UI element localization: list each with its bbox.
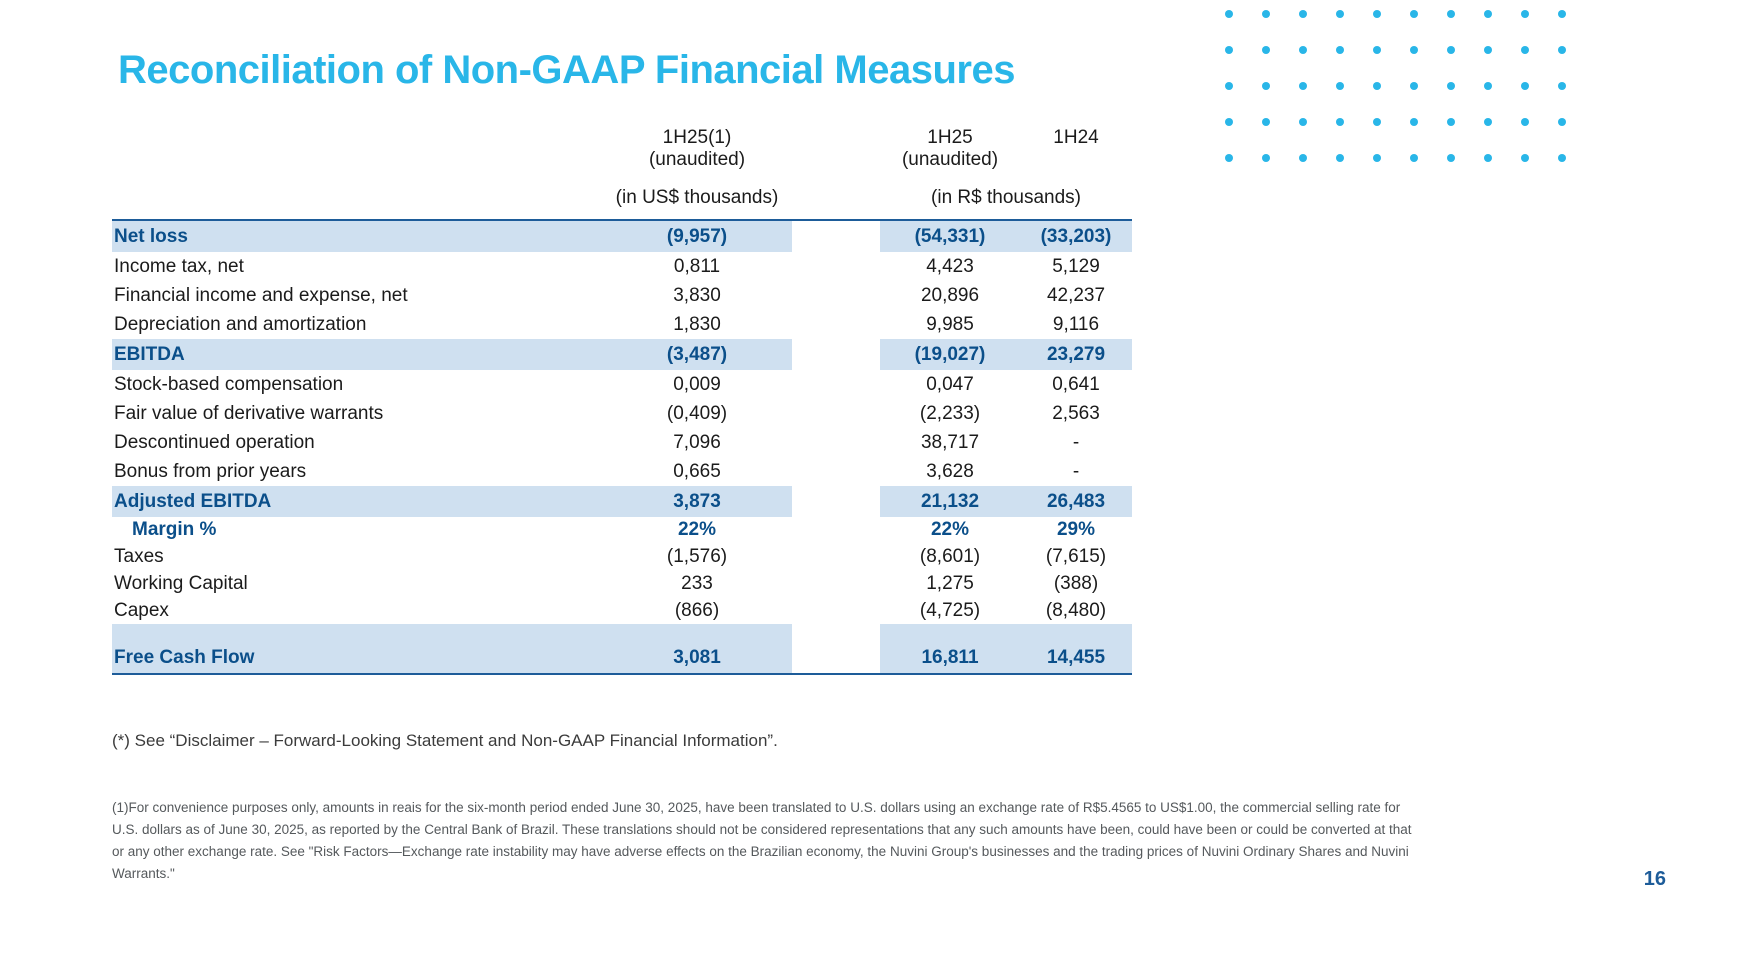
header-1h24-brl-sub [1020,149,1132,177]
row-gap-cell [792,339,880,370]
table-row [112,570,1132,597]
row-value-brl-1h24: 9,116 [1052,313,1100,335]
row-value-brl-1h25: 9,985 [926,313,974,335]
row-gap-cell [792,597,880,624]
row-value-brl-1h25: 0,047 [926,373,974,395]
footnote-exchange-rate: (1)For convenience purposes only, amounts in reais for the six-month period ended June 30, 2025, have been translated to U.S. dollars using an exchange rate of R$5.4565 to US$1.00, the commercial selling rate for U.S. dollars as of June 30, 2025, as reported by the Central Bank of Brazil. These translations should not be considered representations that any such amounts have been, could have been or could be converted at that or any other exchange rate. See "Risk Factors—Exchange rate instability may have adverse effects on the Brazilian economy, the Nuvini Group's businesses and the trading prices of Nuvini Ordinary Shares and Nuvini Warrants." [112,800,1412,881]
row-value-usd: (9,957) [602,220,792,252]
row-value-brl-1h25: 4,423 [926,255,974,277]
page-number: 16 [1643,868,1666,890]
row-label: Stock-based compensation [114,373,344,395]
table-body [112,220,1132,674]
row-value-usd: 7,096 [673,431,721,453]
table-row [112,517,1132,543]
row-value-usd: 0,811 [673,255,721,277]
decorative-dot [1225,82,1233,90]
decorative-dot [1262,10,1270,18]
decorative-dot [1225,154,1233,162]
row-gap-cell [792,310,880,339]
decorative-dot [1373,10,1381,18]
decorative-dot [1299,154,1307,162]
header-blank [112,125,602,149]
row-value-brl-1h24: - [1072,460,1080,482]
table-spacer-row [112,624,1132,642]
row-value-brl-1h24: 42,237 [1046,284,1106,306]
row-value-brl-1h25: (54,331) [880,220,1020,252]
row-value-usd: 22% [677,519,717,540]
row-label: Depreciation and amortization [114,313,367,335]
decorative-dot [1410,82,1418,90]
row-label: EBITDA [112,339,602,370]
row-value-brl-1h25: 1,275 [926,572,974,594]
table-row [112,220,1132,252]
decorative-dot [1484,10,1492,18]
table-row [112,486,1132,517]
table-head [112,125,1132,220]
decorative-dot-grid [1225,10,1625,185]
row-gap-cell [792,457,880,486]
decorative-dot [1410,46,1418,54]
header-1h25-usd-sub: (unaudited) [648,149,746,170]
decorative-dot [1299,118,1307,126]
decorative-dot [1336,10,1344,18]
row-gap-cell [792,220,880,252]
row-value-brl-1h24: - [1072,431,1080,453]
page-title: Reconciliation of Non-GAAP Financial Measures [118,48,1015,92]
header-blank-3 [112,177,602,220]
row-gap-cell [792,570,880,597]
row-label: Income tax, net [114,255,244,277]
row-gap-cell [792,370,880,399]
decorative-dot [1558,10,1566,18]
row-value-usd: 0,009 [673,373,721,395]
row-label: Financial income and expense, net [114,284,408,306]
decorative-dot [1336,46,1344,54]
row-value-usd: (1,576) [666,545,728,567]
row-label: Capex [114,599,169,621]
decorative-dot [1521,154,1529,162]
row-value-usd: (3,487) [602,339,792,370]
row-value-usd: 3,873 [602,486,792,517]
row-gap-cell [792,517,880,543]
table-row [112,281,1132,310]
spacer-gap-cell [792,624,880,642]
decorative-dot [1484,154,1492,162]
row-label: Adjusted EBITDA [112,486,602,517]
reconciliation-table-wrapper [112,125,1132,675]
decorative-dot [1484,46,1492,54]
table-row [112,543,1132,570]
decorative-dot [1299,10,1307,18]
decorative-dot [1336,154,1344,162]
spacer-cell [1020,624,1132,642]
row-gap-cell [792,428,880,457]
decorative-dot [1558,46,1566,54]
spacer-cell [602,624,792,642]
row-label: Margin % [132,519,217,540]
row-value-brl-1h25: (2,233) [919,402,981,424]
decorative-dot [1558,82,1566,90]
header-row-sub [112,149,1132,177]
row-value-brl-1h24: (8,480) [1045,599,1107,621]
header-unit-usd: (in US$ thousands) [615,187,779,208]
decorative-dot [1336,118,1344,126]
decorative-dot [1521,10,1529,18]
table-row [112,252,1132,281]
row-label: Descontinued operation [114,431,315,453]
decorative-dot [1373,46,1381,54]
header-blank-2 [112,149,602,177]
row-gap-cell [792,642,880,674]
row-value-usd: 1,830 [673,313,721,335]
footnote-disclaimer: (*) See “Disclaimer – Forward-Looking Statement and Non-GAAP Financial Information”. [112,731,778,750]
row-label: Taxes [114,545,164,567]
row-gap-cell [792,486,880,517]
decorative-dot [1521,82,1529,90]
table-row [112,370,1132,399]
header-gap-2 [792,149,880,177]
row-value-usd: 0,665 [673,460,721,482]
decorative-dot [1410,154,1418,162]
table-row [112,457,1132,486]
row-value-brl-1h24: 14,455 [1020,642,1132,674]
decorative-dot [1410,118,1418,126]
row-value-brl-1h24: 23,279 [1020,339,1132,370]
row-gap-cell [792,543,880,570]
decorative-dot [1225,10,1233,18]
spacer-cell [112,624,602,642]
row-value-brl-1h25: 21,132 [880,486,1020,517]
spacer-cell [880,624,1020,642]
row-value-brl-1h24: 29% [1056,519,1096,540]
row-label: Working Capital [114,572,248,594]
header-1h25-usd: 1H25(1) [662,127,732,148]
row-value-brl-1h25: 16,811 [880,642,1020,674]
header-1h25-brl-sub: (unaudited) [901,149,999,170]
decorative-dot [1262,118,1270,126]
decorative-dot [1373,118,1381,126]
header-row-main [112,125,1132,149]
table-row [112,399,1132,428]
row-value-usd: 233 [681,572,713,594]
decorative-dot [1558,118,1566,126]
decorative-dot [1373,82,1381,90]
decorative-dot [1447,10,1455,18]
decorative-dot [1225,118,1233,126]
decorative-dot [1262,46,1270,54]
decorative-dot [1484,118,1492,126]
row-value-brl-1h24: 0,641 [1052,373,1100,395]
row-value-brl-1h25: 3,628 [926,460,974,482]
row-value-brl-1h25: (19,027) [880,339,1020,370]
row-label: Bonus from prior years [114,460,307,482]
table-row [112,428,1132,457]
decorative-dot [1447,118,1455,126]
decorative-dot [1299,46,1307,54]
row-value-usd: 3,830 [673,284,721,306]
table-row [112,597,1132,624]
row-value-brl-1h25: (4,725) [919,599,981,621]
table-row [112,339,1132,370]
row-gap-cell [792,252,880,281]
decorative-dot [1558,154,1566,162]
row-label: Net loss [112,220,602,252]
row-value-usd: (0,409) [666,402,728,424]
decorative-dot [1373,154,1381,162]
header-gap [792,125,880,149]
header-1h24-brl: 1H24 [1053,127,1099,148]
row-value-brl-1h25: 22% [930,519,970,540]
decorative-dot [1299,82,1307,90]
decorative-dot [1410,10,1418,18]
row-value-brl-1h24: 26,483 [1020,486,1132,517]
header-row-unit [112,177,1132,220]
row-value-brl-1h24: 5,129 [1052,255,1100,277]
row-value-brl-1h25: 20,896 [920,284,980,306]
row-value-brl-1h24: (7,615) [1045,545,1107,567]
decorative-dot [1262,154,1270,162]
reconciliation-table [112,125,1132,675]
decorative-dot [1262,82,1270,90]
row-gap-cell [792,281,880,310]
decorative-dot [1521,46,1529,54]
table-row [112,310,1132,339]
row-gap-cell [792,399,880,428]
header-1h25-brl: 1H25 [927,127,973,148]
row-label: Fair value of derivative warrants [114,402,384,424]
row-value-brl-1h24: (388) [1053,572,1099,594]
decorative-dot [1336,82,1344,90]
header-unit-brl: (in R$ thousands) [931,187,1081,208]
row-value-brl-1h25: (8,601) [919,545,981,567]
row-label: Free Cash Flow [112,642,602,674]
decorative-dot [1447,154,1455,162]
row-value-usd: 3,081 [602,642,792,674]
decorative-dot [1447,82,1455,90]
table-row [112,642,1132,674]
decorative-dot [1447,46,1455,54]
decorative-dot [1225,46,1233,54]
row-value-brl-1h25: 38,717 [920,431,980,453]
row-value-brl-1h24: 2,563 [1052,402,1100,424]
row-value-usd: (866) [674,599,720,621]
decorative-dot [1484,82,1492,90]
decorative-dot [1521,118,1529,126]
header-gap-3 [792,177,880,220]
row-value-brl-1h24: (33,203) [1020,220,1132,252]
